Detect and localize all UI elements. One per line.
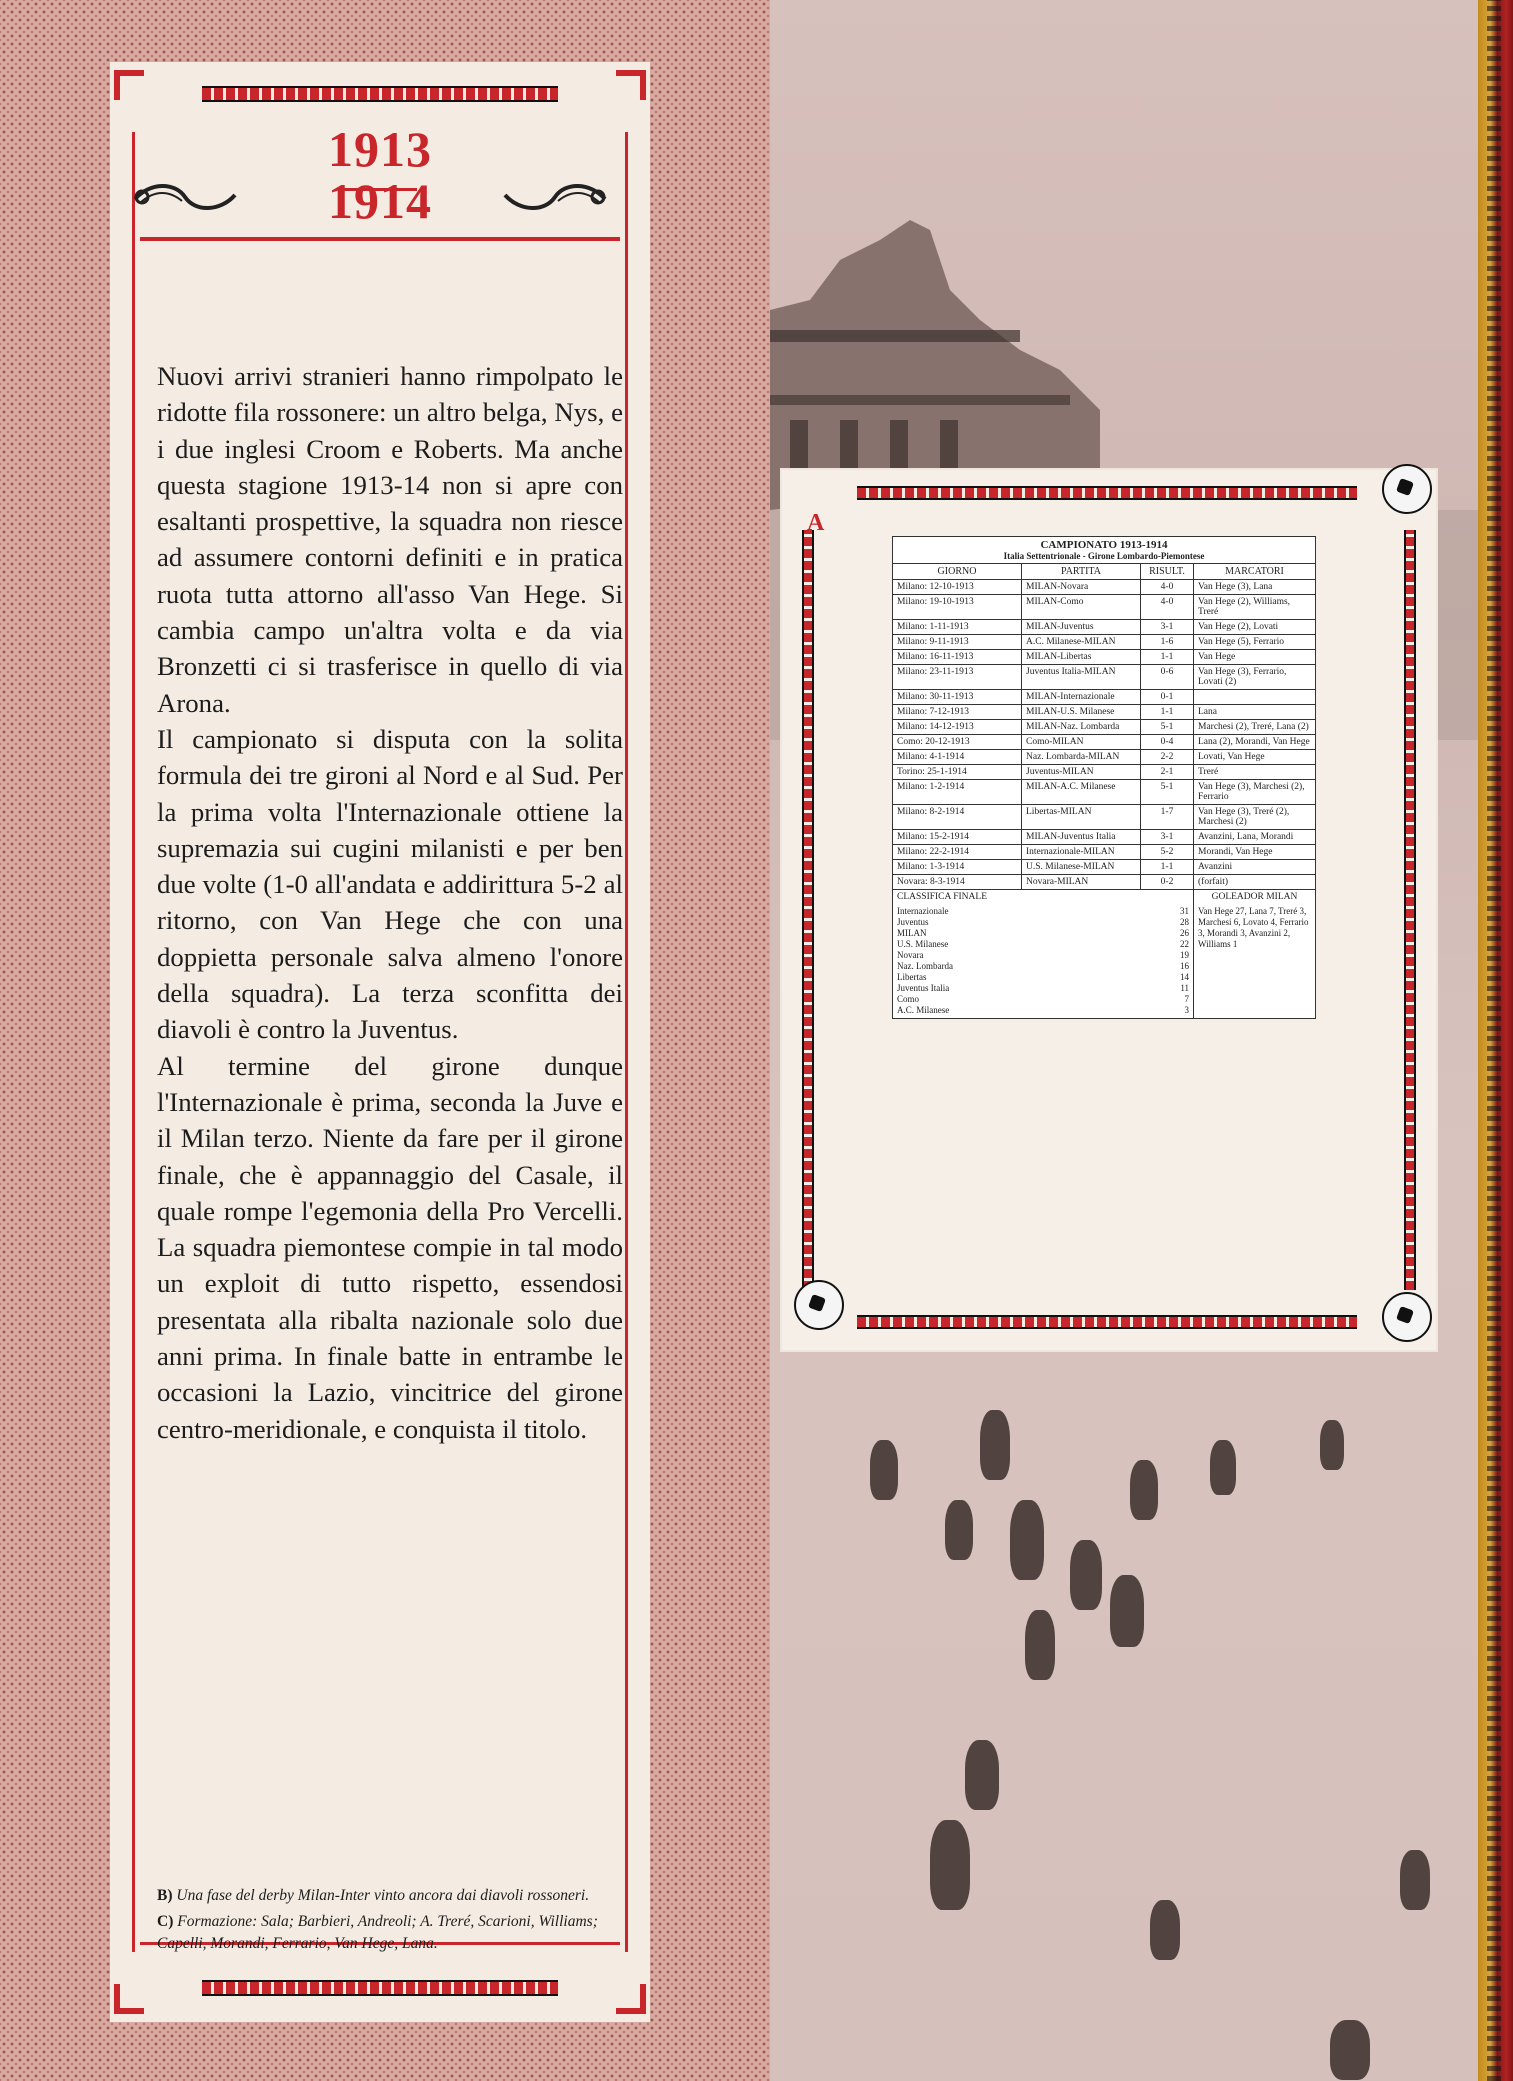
- football-icon: [794, 1280, 844, 1330]
- cell-match: MILAN-Como: [1022, 595, 1141, 620]
- cell-match: MILAN-Novara: [1022, 580, 1141, 595]
- standing-row: [897, 983, 1189, 994]
- cell-result: 1-1: [1141, 650, 1194, 665]
- cell-match: Naz. Lombarda-MILAN: [1022, 750, 1141, 765]
- points: 7: [1184, 994, 1189, 1004]
- cell-date: Milano: 7-12-1913: [893, 705, 1022, 720]
- standings-cell: [893, 904, 1194, 1019]
- cell-date: Milano: 12-10-1913: [893, 580, 1022, 595]
- table-row: [893, 780, 1316, 805]
- column-header: MARCATORI: [1194, 564, 1316, 580]
- cell-date: Milano: 8-2-1914: [893, 805, 1022, 830]
- cell-result: 4-0: [1141, 580, 1194, 595]
- cell-scorers: Marchesi (2), Treré, Lana (2): [1194, 720, 1316, 735]
- column-header: RISULT.: [1141, 564, 1194, 580]
- cell-match: Juventus Italia-MILAN: [1022, 665, 1141, 690]
- team: Juventus: [897, 917, 929, 927]
- player-figure: [965, 1740, 999, 1810]
- frame-left: [132, 132, 135, 1952]
- figure-letter: A: [807, 510, 825, 536]
- cell-date: Milano: 22-2-1914: [893, 845, 1022, 860]
- cell-result: 1-7: [1141, 805, 1194, 830]
- standing-row: [897, 961, 1189, 972]
- cell-match: MILAN-Juventus Italia: [1022, 830, 1141, 845]
- team: Novara: [897, 950, 924, 960]
- paragraph: Al termine del girone dunque l'Internazionale è prima, seconda la Juve e il Milan terzo. Niente da fare per il girone finale, che è appannaggio del Casale, il quale rompe l'egemonia della Pro Vercelli. La squadra piemontese compie in tal modo un exploit di tutto rispetto, essendosi presentata alla ribalta nazionale solo due anni prima. In finale batte in entrambe le occasioni la Lazio, vincitrice del girone centro-meridionale, e conquista il titolo.: [157, 1050, 623, 1444]
- table-row: [893, 580, 1316, 595]
- cell-date: Novara: 8-3-1914: [893, 875, 1022, 890]
- cell-scorers: Van Hege (2), Lovati: [1194, 620, 1316, 635]
- points: 11: [1180, 983, 1189, 993]
- year-top: 1913: [328, 121, 432, 177]
- cell-match: MILAN-Naz. Lombarda: [1022, 720, 1141, 735]
- football-icon: [1382, 464, 1432, 514]
- cell-match: MILAN-Juventus: [1022, 620, 1141, 635]
- cell-scorers: Van Hege (3), Treré (2), Marchesi (2): [1194, 805, 1316, 830]
- cell-date: Milano: 15-2-1914: [893, 830, 1022, 845]
- points: 19: [1180, 950, 1189, 960]
- frame-rule-top: [140, 237, 620, 241]
- cell-date: Como: 20-12-1913: [893, 735, 1022, 750]
- cell-result: 1-1: [1141, 860, 1194, 875]
- article-body: [157, 358, 623, 1447]
- standing-row: [897, 950, 1189, 961]
- player-figure: [1110, 1575, 1144, 1647]
- cell-date: Milano: 1-2-1914: [893, 780, 1022, 805]
- cell-date: Milano: 14-12-1913: [893, 720, 1022, 735]
- cell-result: 4-0: [1141, 595, 1194, 620]
- article-panel: [110, 62, 650, 2022]
- cell-scorers: Lana (2), Morandi, Van Hege: [1194, 735, 1316, 750]
- table-row: [893, 705, 1316, 720]
- standing-row: [897, 917, 1189, 928]
- table-row: [893, 875, 1316, 890]
- table-row: [893, 750, 1316, 765]
- cell-match: MILAN-Internazionale: [1022, 690, 1141, 705]
- player-figure: [1025, 1610, 1055, 1680]
- points: 26: [1180, 928, 1189, 938]
- cell-match: MILAN-Libertas: [1022, 650, 1141, 665]
- table-row: [893, 765, 1316, 780]
- team: Libertas: [897, 972, 927, 982]
- player-figure: [1210, 1440, 1236, 1495]
- match-rows: [893, 580, 1316, 890]
- cell-result: 0-2: [1141, 875, 1194, 890]
- standings-title: CLASSIFICA FINALE: [893, 890, 1194, 905]
- cell-scorers: Van Hege (2), Williams, Treré: [1194, 595, 1316, 620]
- corner-ornament: [616, 1984, 646, 2014]
- cell-result: 5-1: [1141, 780, 1194, 805]
- table-row: [893, 635, 1316, 650]
- cell-match: Internazionale-MILAN: [1022, 845, 1141, 860]
- cell-match: MILAN-A.C. Milanese: [1022, 780, 1141, 805]
- standing-row: [897, 1005, 1189, 1016]
- points: 14: [1180, 972, 1189, 982]
- cell-result: 5-1: [1141, 720, 1194, 735]
- cell-result: 3-1: [1141, 830, 1194, 845]
- football-icon: [1382, 1292, 1432, 1342]
- scroll-ornament-right: [500, 177, 610, 217]
- points: 22: [1180, 939, 1189, 949]
- player-figure: [1150, 1900, 1180, 1960]
- cell-scorers: Morandi, Van Hege: [1194, 845, 1316, 860]
- cell-scorers: [1194, 690, 1316, 705]
- paragraph: Il campionato si disputa con la solita formula dei tre gironi al Nord e al Sud. Per la prima volta l'Internazionale ottiene la supremazia sui cugini milanisti e per ben due volte (1-0 all'andata e addirittura 5-2 al ritorno, con Van Hege che con una doppietta personale salva almeno l'onore della squadra). La terza sconfitta dei diavoli è contro la Juventus.: [157, 723, 623, 1045]
- cell-scorers: Avanzini, Lana, Morandi: [1194, 830, 1316, 845]
- bottom-chain-border: [202, 1980, 558, 1996]
- year-bottom: 1914: [328, 173, 432, 229]
- table-row: [893, 650, 1316, 665]
- cell-date: Torino: 25-1-1914: [893, 765, 1022, 780]
- cell-match: A.C. Milanese-MILAN: [1022, 635, 1141, 650]
- cell-match: MILAN-U.S. Milanese: [1022, 705, 1141, 720]
- team: Como: [897, 994, 920, 1004]
- standing-row: [897, 906, 1189, 917]
- player-figure: [1330, 2020, 1370, 2080]
- table-row: [893, 830, 1316, 845]
- cell-result: 3-1: [1141, 620, 1194, 635]
- cell-result: 0-4: [1141, 735, 1194, 750]
- standing-row: [897, 928, 1189, 939]
- cell-scorers: Lovati, Van Hege: [1194, 750, 1316, 765]
- card-right-chain: [1404, 530, 1416, 1290]
- cell-result: 2-2: [1141, 750, 1194, 765]
- table-row: [893, 735, 1316, 750]
- corner-ornament: [114, 70, 144, 100]
- cell-date: Milano: 16-11-1913: [893, 650, 1022, 665]
- team: Juventus Italia: [897, 983, 950, 993]
- photo-captions: [157, 1885, 627, 1959]
- player-figure: [1010, 1500, 1044, 1580]
- cell-date: Milano: 1-3-1914: [893, 860, 1022, 875]
- player-figure: [870, 1440, 898, 1500]
- cell-match: Libertas-MILAN: [1022, 805, 1141, 830]
- caption-c-text: Formazione: Sala; Barbieri, Andreoli; A. Treré, Scarioni, Williams; Capelli, Morandi, Ferrario, Van Hege, Lana.: [157, 1913, 598, 1952]
- cell-date: Milano: 23-11-1913: [893, 665, 1022, 690]
- cell-scorers: Van Hege (3), Marchesi (2), Ferrario: [1194, 780, 1316, 805]
- cell-result: 0-6: [1141, 665, 1194, 690]
- top-chain-border: [202, 86, 558, 102]
- table-title: CAMPIONATO 1913-1914: [1040, 539, 1168, 551]
- cell-result: 5-2: [1141, 845, 1194, 860]
- cell-date: Milano: 30-11-1913: [893, 690, 1022, 705]
- points: 16: [1180, 961, 1189, 971]
- scorers-title: GOLEADOR MILAN: [1194, 890, 1316, 905]
- page-edge-strip: [1478, 0, 1513, 2081]
- table-row: [893, 595, 1316, 620]
- player-figure: [945, 1500, 973, 1560]
- card-bottom-chain: [857, 1315, 1357, 1329]
- cell-match: Juventus-MILAN: [1022, 765, 1141, 780]
- cell-result: 1-1: [1141, 705, 1194, 720]
- cell-scorers: Van Hege: [1194, 650, 1316, 665]
- caption-c: [157, 1911, 627, 1955]
- table-row: [893, 665, 1316, 690]
- points: 28: [1180, 917, 1189, 927]
- cell-result: 2-1: [1141, 765, 1194, 780]
- table-row: [893, 620, 1316, 635]
- player-figure: [980, 1410, 1010, 1480]
- corner-ornament: [114, 1984, 144, 2014]
- table-row: [893, 720, 1316, 735]
- cell-scorers: Van Hege (3), Lana: [1194, 580, 1316, 595]
- cell-date: Milano: 9-11-1913: [893, 635, 1022, 650]
- team: U.S. Milanese: [897, 939, 949, 949]
- results-card: [782, 470, 1436, 1350]
- card-top-chain: [857, 486, 1357, 500]
- team: Naz. Lombarda: [897, 961, 953, 971]
- cell-date: Milano: 1-11-1913: [893, 620, 1022, 635]
- player-figure: [930, 1820, 970, 1910]
- caption-b-label: B): [157, 1887, 173, 1904]
- cell-result: 1-6: [1141, 635, 1194, 650]
- cell-scorers: (forfait): [1194, 875, 1316, 890]
- cell-scorers: Avanzini: [1194, 860, 1316, 875]
- team: Internazionale: [897, 906, 949, 916]
- points: 3: [1184, 1005, 1189, 1015]
- cell-date: Milano: 4-1-1914: [893, 750, 1022, 765]
- standing-row: [897, 939, 1189, 950]
- standing-row: [897, 994, 1189, 1005]
- cell-scorers: Treré: [1194, 765, 1316, 780]
- team: MILAN: [897, 928, 927, 938]
- cell-match: Novara-MILAN: [1022, 875, 1141, 890]
- scorers-text: Van Hege 27, Lana 7, Treré 3, Marchesi 6, Lovato 4, Ferrario 3, Morandi 3, Avanzini 2, Williams 1: [1194, 904, 1316, 1019]
- table-row: [893, 805, 1316, 830]
- table-subtitle: Italia Settentrionale - Girone Lombardo-Piemontese: [1003, 551, 1205, 561]
- table-row: [893, 860, 1316, 875]
- corner-ornament: [616, 70, 646, 100]
- cell-match: Como-MILAN: [1022, 735, 1141, 750]
- caption-b-text: Una fase del derby Milan-Inter vinto ancora dai diavoli rossoneri.: [176, 1887, 590, 1904]
- table-title-cell: [893, 537, 1316, 564]
- scroll-ornament-left: [130, 177, 240, 217]
- cell-result: 0-1: [1141, 690, 1194, 705]
- caption-c-label: C): [157, 1913, 174, 1930]
- player-figure: [1320, 1420, 1344, 1470]
- table-row: [893, 690, 1316, 705]
- cell-scorers: Lana: [1194, 705, 1316, 720]
- table-row: [893, 845, 1316, 860]
- team: A.C. Milanese: [897, 1005, 950, 1015]
- cell-scorers: Van Hege (5), Ferrario: [1194, 635, 1316, 650]
- caption-b: [157, 1885, 627, 1907]
- column-header: GIORNO: [893, 564, 1022, 580]
- frame-right: [625, 132, 628, 1952]
- player-figure: [1130, 1460, 1158, 1520]
- paragraph: Nuovi arrivi stranieri hanno rimpolpato le ridotte fila rossonere: un altro belga, Nys, e i due inglesi Croom e Roberts. Ma anche questa stagione 1913-14 non si apre con esaltanti prospettive, la squadra non riesce ad assumere contorni definiti e in pratica ruota tutta attorno all'asso Van Hege. Si cambia campo un'altra volta e da via Bronzetti ci si trasferisce in quello di via Arona.: [157, 361, 623, 718]
- points: 31: [1180, 906, 1189, 916]
- results-table: [892, 536, 1316, 1019]
- cell-date: Milano: 19-10-1913: [893, 595, 1022, 620]
- player-figure: [1400, 1850, 1430, 1910]
- card-left-chain: [802, 530, 814, 1290]
- standings-table: [897, 906, 1189, 1016]
- standing-row: [897, 972, 1189, 983]
- cell-match: U.S. Milanese-MILAN: [1022, 860, 1141, 875]
- cell-scorers: Van Hege (3), Ferrario, Lovati (2): [1194, 665, 1316, 690]
- player-figure: [1070, 1540, 1102, 1610]
- column-header: PARTITA: [1022, 564, 1141, 580]
